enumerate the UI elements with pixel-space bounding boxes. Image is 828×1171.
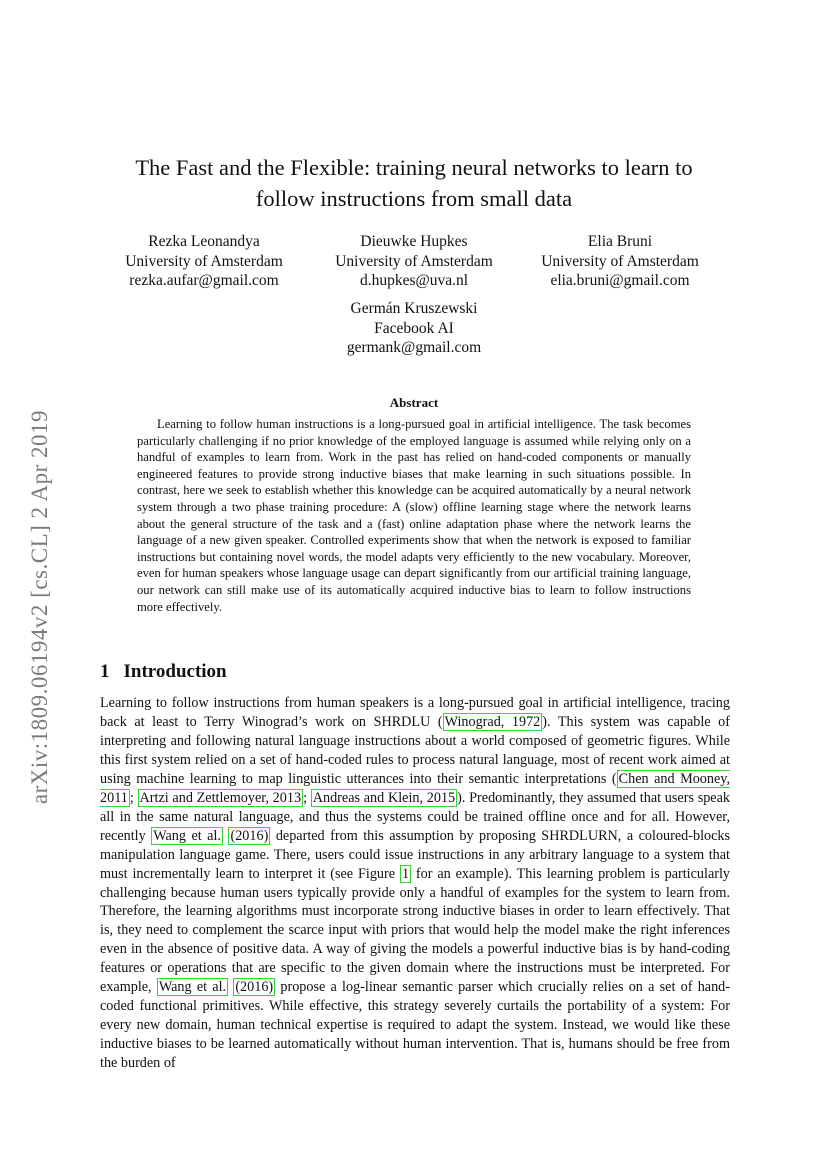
- author-1: [99, 232, 309, 291]
- author-affiliation: University of Amsterdam: [541, 252, 699, 270]
- intro-text: Learning to follow instructions from human speakers is a long-pursued goal in artificial intelligence, tracing back at least to Terry Winograd’s work on SHRDLU (: [100, 695, 730, 730]
- author-name: Elia Bruni: [587, 233, 653, 250]
- intro-text: propose a log-linear semantic parser which crucially relies on a set of hand-coded functional primitives. While effective, this strategy severely curtails the portability of a system: For every new domain, human technical expertise is required to adapt the system. Instead, we would like these inductive biases to be learned automatically without human intervention. That is, humans should be free from the burden of: [100, 979, 731, 1072]
- arxiv-identifier: arXiv:1809.06194v2 [cs.CL] 2 Apr 2019: [27, 409, 53, 805]
- title-line-1: The Fast and the Flexible: training neural networks to learn to: [135, 155, 693, 180]
- author-2: [309, 232, 519, 291]
- author-email: d.hupkes@uva.nl: [359, 272, 469, 289]
- section-title: Introduction: [123, 661, 227, 682]
- intro-text: ). Predominantly, they assumed that users speak all in the same natural language, and thus the systems could be trained offline once and for all. However, recently: [100, 789, 730, 844]
- author-email: rezka.aufar@gmail.com: [129, 272, 279, 289]
- intro-text: departed from this assumption by proposing SHRDLURN, a coloured-blocks manipulation language game. There, users could issue instructions in any arbitrary language to a system that must incrementally learn to interpret it (see Figure: [100, 827, 731, 882]
- title-line-2: follow instructions from small data: [255, 186, 573, 211]
- author-affiliation: University of Amsterdam: [125, 252, 283, 270]
- author-name: Rezka Leonandya: [148, 233, 260, 250]
- intro-text: ;: [303, 789, 311, 806]
- author-email: elia.bruni@gmail.com: [550, 272, 690, 289]
- author-4: [309, 299, 519, 358]
- intro-text: for an example). This learning problem is particularly challenging because human users typically provide only a handful of examples for the system to learn from. Therefore, the learning algorithms must incorporate strong inductive biases in order to learn effectively. That is, they need to complement the scarce input with priors that would help the model make the right inferences even in the absence of positive data. A way of giving the models a powerful inductive bias is by hand-coding features or operations that are specific to the given domain where the instructions must be interpreted. For example,: [100, 865, 730, 996]
- citation-link-wang-authors[interactable]: Wang et al.: [153, 827, 221, 844]
- paper-title: [100, 152, 728, 214]
- citation-link-andreas[interactable]: Andreas and Klein, 2015: [312, 789, 456, 806]
- abstract-text: Learning to follow human instructions is a long-pursued goal in artificial intelligence. The task becomes particularly challenging if no prior knowledge of the employed language is assumed while relying only on a handful of examples to learn from. Work in the past has relied on hand-coded components or manually engineered features to provide strong inductive biases that make learning in such situations possible. In contrast, here we seek to establish whether this knowledge can be acquired automatically by a neural network system through a two phase training procedure: A (slow) offline learning stage where the network learns about the general structure of the task and a (fast) online adaptation phase where the network learns the language of a new given speaker. Controlled experiments show that when the network is exposed to familiar instructions but containing novel words, the model adapts very efficiently to the new vocabulary. Moreover, even for human speakers whose language usage can depart significantly from our artificial training language, our network can still make use of its automatically acquired inductive bias to learn to follow instructions more effectively.: [137, 417, 691, 614]
- intro-text: ;: [129, 789, 138, 806]
- author-name: Germán Kruszewski: [350, 300, 478, 317]
- figure-link[interactable]: 1: [401, 865, 410, 882]
- citation-link-chen-mooney[interactable]: Chen and Mooney, 2011: [100, 770, 730, 806]
- citation-link-wang-year[interactable]: (2016): [230, 827, 269, 844]
- author-affiliation: University of Amsterdam: [335, 252, 493, 270]
- abstract-heading: Abstract: [389, 395, 439, 410]
- citation-link-artzi[interactable]: Artzi and Zettlemoyer, 2013: [139, 789, 302, 806]
- section-number: 1: [100, 661, 110, 682]
- citation-link-winograd[interactable]: Winograd, 1972: [444, 713, 541, 730]
- arxiv-sidebar: [10, 372, 70, 842]
- author-email: germank@gmail.com: [346, 339, 482, 356]
- citation-link-wang-year-2[interactable]: (2016): [235, 979, 274, 996]
- introduction-paragraph: [100, 694, 730, 1073]
- section-heading: [100, 661, 227, 683]
- author-affiliation: Facebook AI: [374, 319, 454, 337]
- author-name: Dieuwke Hupkes: [360, 233, 468, 250]
- intro-text: ). This system was capable of interpreting and following natural language instructions about a world composed of geometric figures. While this first system relied on a set of hand-coded rules to process natural language, most of recent work aimed at using machine learning to map linguistic utterances into their semantic interpretations (: [100, 713, 730, 787]
- citation-link-wang-authors-2[interactable]: Wang et al.: [158, 979, 227, 996]
- author-3: [515, 232, 725, 291]
